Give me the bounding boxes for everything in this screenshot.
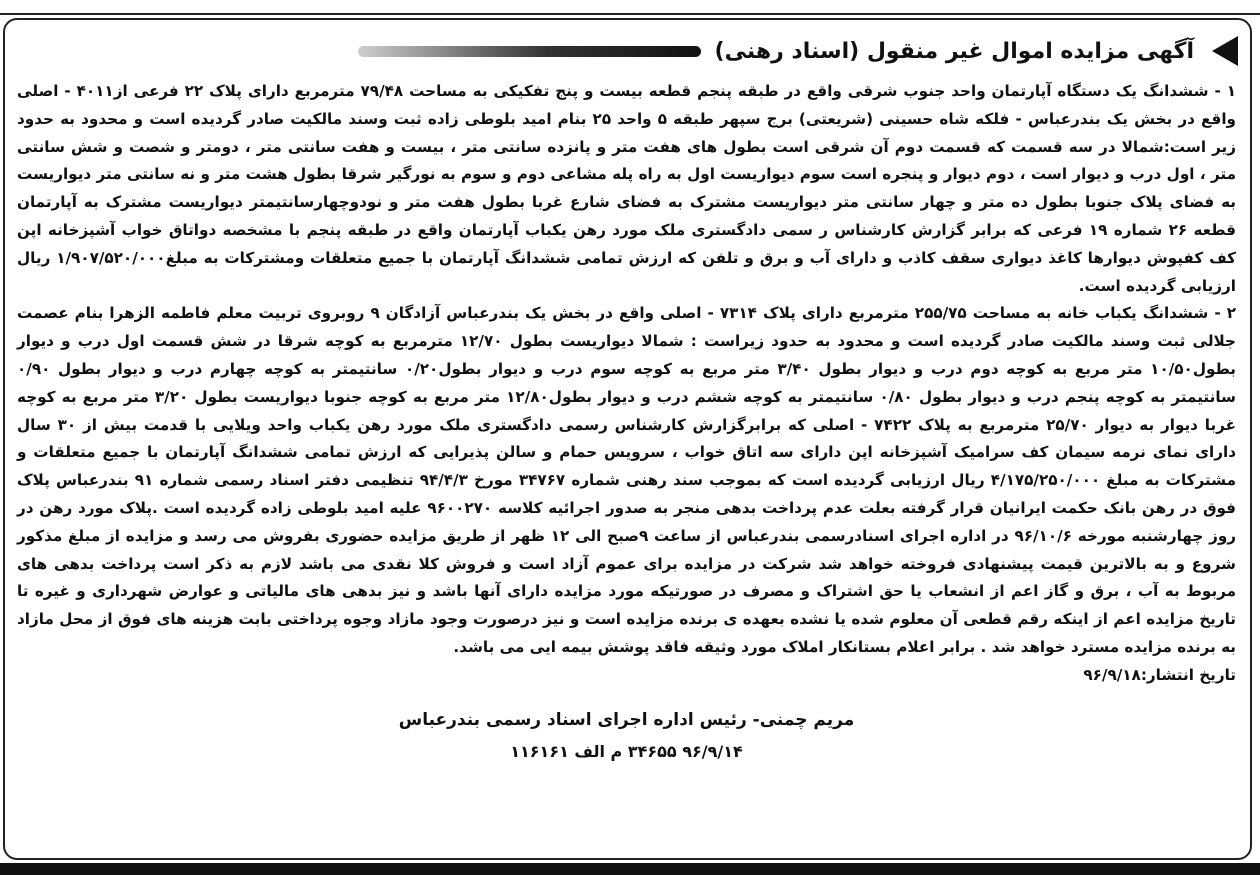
signature-block <box>17 704 1236 768</box>
notice-title: آگهی مزایده اموال غیر منقول (اسناد رهنی) <box>714 38 1194 64</box>
notice-item-1: ۱ - ششدانگ یک دستگاه آپارتمان واحد جنوب شرقی واقع در طبقه پنجم قطعه بیست و پنج تفکیکی به مساحت ۷۹/۴۸ مترمربع دارای پلاک ۲۲ فرعی از۴۰۱۱ - اصلی واقع در بخش یک بندرعباس - فلکه شاه حسینی (شریعتی) برج سپهر طبقه ۵ واحد ۲۵ بنام امید بلوطی زاده ثبت وسند مالکیت صادر گردیده است و محدود به حدود زیر است:شمالا در سه قسمت که قسمت دوم آن شرقی است بطول های هفت متر و پانزده سانتی متر ، بیست و هفت سانتی متر ، دومتر و شصت و شش سانتی متر ، اول درب و دیوار است ، دوم دیوار و پنجره است سوم دیواریست اول به راه پله مشاعی دوم و سوم به نورگیر شرقا بطول هشت متر و نه سانتی متر دیواریست به فضای پلاک جنوبا بطول ده متر و چهار سانتی متر دیواریست مشترک به فضای شارع غربا بطول هفت متر و نودوچهارسانتیمتر دیواریست مشترک به آپارتمان قطعه ۲۶ شماره ۱۹ فرعی که برابر گزارش کارشناس ر سمی دادگستری ملک مورد رهن یکباب آپارتمان واقع در طبقه پنجم با مشخصه دواتاق خواب آشپزخانه اپن کف کفپوش دیوارها کاغذ دیواری سقف کاذب و دارای آب و برق و تلفن که ارزش تمامی ششدانگ آپارتمان با جمیع متعلقات ومشترکات به مبلغ۱/۹۰۷/۵۲۰/۰۰۰ ریال ارزیابی گردیده است. <box>17 82 1236 295</box>
title-rule-bar <box>358 46 701 57</box>
notice-item-2: ۲ - ششدانگ یکباب خانه به مساحت ۲۵۵/۷۵ مترمربع دارای پلاک ۷۳۱۴ - اصلی واقع در بخش یک بندرعباس آزادگان ۹ روبروی تربیت معلم فاطمه الزهرا بنام عصمت جلالی ثبت وسند مالکیت صادر گردیده است و محدود به حدود زیراست : شمالا دیواریست بطول ۱۲/۷۰ مترمربع به کوچه شرقا در شش قسمت اول درب و دیوار بطول۱۰/۵۰ متر مربع به کوچه دوم درب و دیوار بطول ۳/۴۰ متر مربع به کوچه سوم درب و دیوار بطول۰/۲۰ سانتیمتر به کوچه چهارم درب و دیوار بطول ۰/۹۰ سانتیمتر به کوچه پنجم درب و دیوار بطول ۰/۸۰ سانتیمتر به کوچه ششم درب و دیوار بطول۱۲/۸۰ متر مربع به کوچه جنوبا دیواریست بطول ۳/۲۰ متر مربع به کوچه غربا دیوار به دیوار ۲۵/۷۰ مترمربع به پلاک ۷۴۲۲ - اصلی که برابرگزارش کارشناس رسمی دادگستری ملک مورد رهن یکباب واحد ویلایی با قدمت بیش از ۳۰ سال دارای نمای نرمه سیمان کف سرامیک آشپزخانه اپن دارای سه اتاق خواب ، سرویس حمام و سالن پذیرایی که ارزش تمامی ششدانگ آپارتمان با جمیع متعلقات و مشترکات به مبلغ ۴/۱۷۵/۲۵۰/۰۰۰ ریال ارزیابی گردیده است که بموجب سند رهنی شماره ۳۴۷۶۷ مورخ ۹۴/۴/۳ تنظیمی دفتر اسناد رسمی شماره ۹۱ بندرعباس پلاک فوق در رهن بانک حکمت ایرانیان قرار گرفته بعلت عدم پرداخت بدهی منجر به صدور اجرائیه کلاسه ۹۶۰۰۲۷۰ علیه امید بلوطی زاده گردیده است .پلاک مورد رهن در روز چهارشنبه مورخه ۹۶/۱۰/۶ در اداره اجرای اسنادرسمی بندرعباس از ساعت ۹صبح الی ۱۲ ظهر از طریق مزایده حضوری بفروش می رسد و مزایده از مبلغ مذکور شروع و به بالاترین قیمت پیشنهادی فروخته خواهد شد شرکت در مزایده برای عموم آزاد است و فروش کلا نقدی می باشد لازم به ذکر است پرداخت بدهی های مربوط به آب ، برق و گاز اعم از انشعاب یا حق اشتراک و مصرف در صورتیکه مورد مزایده دارای آنها باشد و نیز بدهی های مالیاتی و عوارض شهرداری و غیره تا تاریخ مزایده اعم از اینکه رقم قطعی آن معلوم شده یا نشده بعهده ی برنده مزایده است و نیز درصورت وجود مازاد وجوه پرداختی بابت هزینه های فوق از محل مازاد به برنده مزایده مسترد خواهد شد . برابر اعلام بستانکار املاک مورد وثیقه فاقد پوشش بیمه ایی می باشد. <box>17 304 1237 656</box>
bottom-border-bar <box>0 863 1260 875</box>
reference-number: ۹۶/۹/۱۴ ۳۴۶۵۵ م الف ۱۱۶۱۶۱ <box>510 741 743 761</box>
page-top-strip <box>0 0 1260 10</box>
notice-frame <box>3 18 1252 860</box>
notice-header <box>358 34 1238 68</box>
top-divider <box>0 13 1260 15</box>
notice-body <box>17 78 1236 768</box>
publish-date: تاریخ انتشار:۹۶/۹/۱۸ <box>1083 665 1236 684</box>
triangle-bullet-icon <box>1212 36 1238 66</box>
signature-name: مریم چمنی- رئیس اداره اجرای اسناد رسمی بندرعباس <box>398 709 855 730</box>
